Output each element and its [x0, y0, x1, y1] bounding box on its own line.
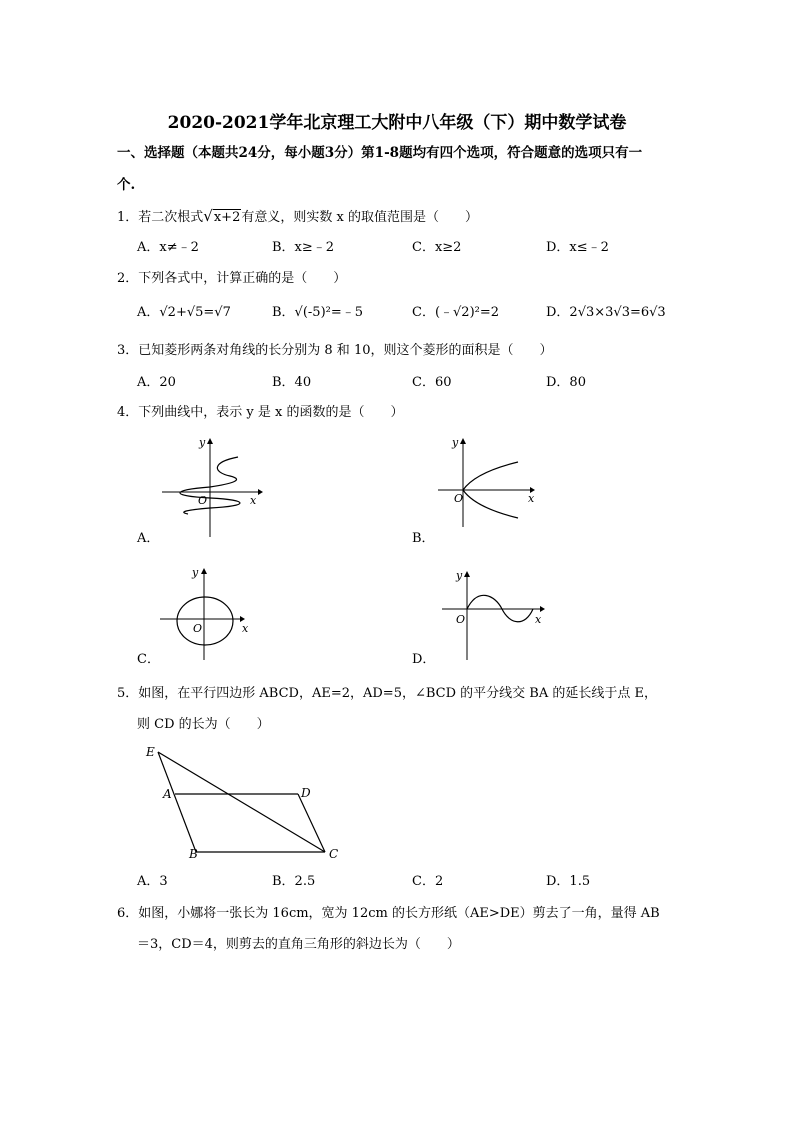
question-1-stem-post: 有意义，则实数 x 的取值范围是（ ）: [241, 210, 478, 225]
question-1-stem: [117, 208, 478, 226]
graph-b-y-label: y: [452, 436, 459, 449]
question-4-option-d[interactable]: D．: [412, 652, 436, 667]
question-2-stem: 2．下列各式中，计算正确的是（ ）: [117, 271, 347, 286]
point-c-label: C: [329, 847, 339, 861]
question-1-option-c[interactable]: C．x≥2: [412, 240, 462, 255]
question-2-option-d[interactable]: D．2√3×3√3=6√3: [546, 305, 666, 320]
graph-b-y-arrow: [460, 438, 466, 444]
question-3-option-a[interactable]: A．20: [137, 375, 176, 390]
graph-b-x-label: x: [528, 492, 535, 505]
point-a-label: A: [163, 787, 172, 801]
sqrt-symbol: √: [203, 207, 213, 225]
point-d-label: D: [301, 786, 311, 800]
graph-a-y-label: y: [199, 436, 206, 449]
graph-a-x-arrow: [258, 489, 263, 495]
point-e-label: E: [146, 745, 155, 759]
question-5-option-d[interactable]: D．1.5: [546, 874, 591, 889]
graph-c-x-label: x: [242, 622, 249, 635]
graph-d: [440, 565, 560, 665]
graph-d-y-arrow: [464, 571, 470, 577]
question-3-option-d[interactable]: D．80: [546, 375, 586, 390]
graph-c-origin: O: [193, 622, 203, 635]
section-heading: 一、选择题（本题共24分，每小题3分）第1-8题均有四个选项，符合题意的选项只有一: [117, 145, 643, 161]
question-1-option-b[interactable]: B．x≥﹣2: [272, 240, 335, 255]
question-5-option-b[interactable]: B．2.5: [272, 874, 316, 889]
graph-d-x-arrow: [540, 606, 545, 612]
question-5-stem-line2: 则 CD 的长为（ ）: [137, 717, 270, 732]
question-1-option-a[interactable]: A．x≠﹣2: [137, 240, 199, 255]
graph-a-y-arrow: [207, 438, 213, 444]
graph-a-origin: O: [198, 494, 208, 507]
graph-d-origin: O: [456, 613, 466, 626]
question-4-option-c[interactable]: C．: [137, 652, 160, 667]
graph-a: [150, 432, 270, 542]
question-6-stem-line2: ＝3，CD＝4，则剪去的直角三角形的斜边长为（ ）: [137, 937, 460, 952]
question-4-option-b[interactable]: B．: [412, 531, 435, 546]
graph-d-y-label: y: [456, 569, 463, 582]
question-2-option-b[interactable]: B．√(-5)²=﹣5: [272, 305, 364, 320]
graph-a-x-label: x: [250, 494, 257, 507]
graph-c-y-label: y: [192, 566, 199, 579]
segment-eb: [158, 752, 196, 852]
question-4-option-a[interactable]: A．: [137, 531, 160, 546]
point-b-label: B: [189, 847, 198, 861]
parallelogram-figure: [140, 740, 350, 865]
graph-b: [430, 432, 550, 532]
page-title: 2020-2021学年北京理工大附中八年级（下）期中数学试卷: [167, 113, 627, 133]
question-1-radicand: x+2: [213, 210, 241, 225]
section-heading-cont: 个.: [117, 177, 136, 193]
graph-d-x-label: x: [535, 613, 542, 626]
question-4-stem: 4．下列曲线中，表示 y 是 x 的函数的是（ ）: [117, 405, 404, 420]
question-3-option-b[interactable]: B．40: [272, 375, 312, 390]
question-1-option-d[interactable]: D．x≤﹣2: [546, 240, 609, 255]
question-3-option-c[interactable]: C．60: [412, 375, 452, 390]
question-5-stem-line1: 5．如图，在平行四边形 ABCD，AE=2，AD=5，∠BCD 的平分线交 BA 的延长线于点 E，: [117, 686, 657, 701]
graph-c: [155, 562, 265, 662]
question-6-stem-line1: 6．如图，小娜将一张长为 16cm，宽为 12cm 的长方形纸（AE>DE）剪去了一角，量得 AB: [117, 906, 660, 921]
question-2-option-a[interactable]: A．√2+√5=√7: [137, 305, 231, 320]
segment-ec: [158, 752, 325, 852]
question-5-option-c[interactable]: C．2: [412, 874, 444, 889]
graph-b-origin: O: [454, 492, 464, 505]
graph-c-curve: [177, 597, 233, 645]
question-5-option-a[interactable]: A．3: [137, 874, 168, 889]
graph-c-y-arrow: [201, 568, 207, 574]
question-1-stem-pre: 1．若二次根式: [117, 210, 204, 225]
question-2-option-c[interactable]: C．(﹣√2)²=2: [412, 305, 500, 320]
question-3-stem: 3．已知菱形两条对角线的长分别为 8 和 10，则这个菱形的面积是（ ）: [117, 343, 553, 358]
